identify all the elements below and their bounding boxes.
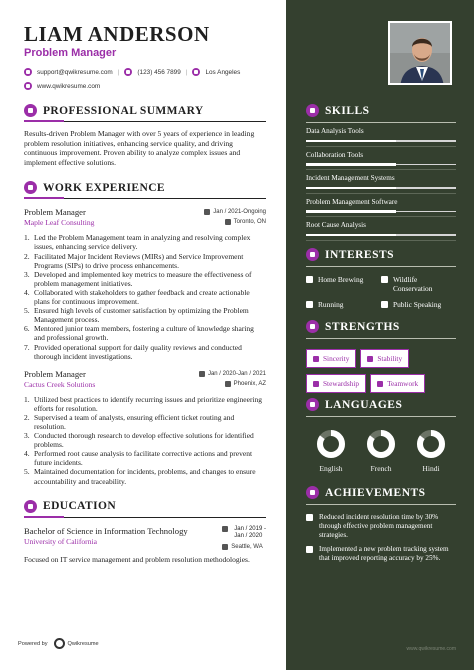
bullet-item: 4. Collaborated with stakeholders to gather feedback and create actionable plans for continuous improvement.	[24, 287, 250, 307]
experience-title: WORK EXPERIENCE	[43, 181, 165, 194]
language-level-ring	[366, 429, 396, 459]
edu-location: Seattle, WA	[231, 543, 263, 550]
skill-item	[306, 147, 456, 171]
company-name: Cactus Creek Solutions	[24, 379, 96, 389]
job-bullets	[24, 233, 266, 360]
strength-tag: Sincerity	[306, 349, 356, 368]
degree-title: Bachelor of Science in Information Technology	[24, 525, 188, 536]
achievement-item: Implemented a new problem tracking system that improved reporting accuracy by 25%.	[306, 545, 456, 563]
globe-icon	[24, 82, 32, 90]
language-level-ring	[316, 429, 346, 459]
bullet-item: 6. Mentored junior team members, fostering a culture of knowledge sharing and professional growth.	[24, 324, 254, 343]
job-title: Problem Manager	[24, 368, 86, 379]
job-date: Jan / 2021-Ongoing	[213, 209, 266, 216]
skill-item	[306, 123, 456, 147]
skill-level-bar	[306, 211, 456, 213]
course-text: Focused on IT service management and problem resolution methodologies.	[24, 554, 250, 564]
languages-icon	[306, 398, 319, 411]
brand-link[interactable]: Qwikresume	[67, 640, 99, 647]
language-name: Hindi	[422, 464, 440, 473]
school-name: University of California	[24, 537, 97, 547]
candidate-name: LIAM ANDERSON	[24, 22, 210, 46]
trophy-icon	[306, 514, 313, 521]
interests-icon	[306, 248, 319, 261]
skills-list	[306, 123, 456, 241]
watermark: www.qwikresume.com	[406, 646, 456, 652]
education-title: EDUCATION	[43, 500, 117, 513]
book-icon	[377, 381, 383, 387]
skills-icon	[306, 104, 319, 117]
languages-heading	[306, 398, 456, 417]
skill-name: Root Cause Analysis	[306, 221, 366, 229]
location-pin-icon	[222, 544, 228, 550]
job-date: Jan / 2020-Jan / 2021	[207, 370, 266, 377]
achievement-item: Reduced incident resolution time by 30% through effective problem management strategies.	[306, 513, 456, 539]
strength-tag: Teamwork	[370, 374, 425, 393]
interest-item: Wildlife Conservation	[381, 275, 456, 293]
language-item	[316, 429, 346, 473]
achievements-icon	[306, 486, 319, 499]
microphone-icon	[381, 301, 388, 308]
language-level-ring	[416, 429, 446, 459]
location-pin-icon	[225, 219, 231, 225]
skills-title: SKILLS	[325, 104, 370, 117]
bullet-item: 3. Conducted thorough research to develop effective solutions for identified problems.	[24, 431, 254, 450]
bullet-item: 3. Developed and implemented key metrics to measure the effectiveness of problem management initiatives.	[24, 269, 252, 288]
interest-item: Running	[306, 300, 381, 309]
skill-level-bar	[306, 234, 456, 236]
edu-date-to: Jan / 2020	[234, 533, 263, 540]
bullet-item: 1. Utilized best practices to identify recurring issues and prioritize engineering efforts for resolution.	[24, 394, 263, 413]
skill-item	[306, 217, 456, 241]
strength-tag: Stability	[360, 349, 409, 368]
book-icon	[367, 356, 373, 362]
skill-name: Problem Management Software	[306, 197, 398, 206]
languages-list	[306, 429, 456, 473]
bullet-item: 7. Provided operational support for daily quality reviews and conducted thorough incident investigations.	[24, 342, 242, 361]
job-entry	[24, 207, 266, 360]
phone-icon	[124, 68, 132, 76]
website-row	[24, 82, 266, 90]
calendar-icon	[199, 371, 205, 377]
skill-name: Collaboration Tools	[306, 150, 364, 159]
paw-icon	[381, 276, 388, 283]
skill-item	[306, 170, 456, 194]
location-text: Los Angeles	[205, 68, 241, 76]
bullet-item: 2. Supervised a team of analysts, ensuring efficient ticket routing and resolution.	[24, 412, 235, 431]
book-icon	[313, 356, 319, 362]
languages-title: LANGUAGES	[325, 398, 403, 411]
skill-level-bar	[306, 164, 456, 166]
phone-text[interactable]: (123) 456 7899	[137, 68, 181, 76]
bullet-item: 5. Ensured high levels of customer satisfaction by optimizing the Problem Management process.	[24, 306, 249, 325]
strengths-heading	[306, 320, 456, 339]
summary-title: PROFESSIONAL SUMMARY	[43, 104, 204, 117]
skill-level-bar	[306, 140, 456, 142]
skill-level-bar	[306, 187, 456, 189]
summary-text: Results-driven Problem Manager with over 5 years of experience in leading problem resolution initiatives, enhancing service quality, and driving continuous improvement. Proven ability to analyze complex issues and implement effective solutions.	[24, 129, 255, 167]
bullet-item: 1. Led the Problem Management team in analyzing and resolving complex issues, enhancing service delivery.	[24, 233, 251, 252]
bullet-item: 5. Maintained documentation for incidents, problems, and changes to ensure accountability and traceability.	[24, 467, 256, 486]
job-bullets	[24, 395, 266, 486]
trophy-icon	[306, 546, 313, 553]
skill-item	[306, 194, 456, 218]
location-icon	[192, 68, 200, 76]
interests-title: INTERESTS	[325, 248, 395, 261]
job-location: Toronto, ON	[233, 219, 266, 226]
website-text[interactable]: www.qwikresume.com	[37, 82, 101, 90]
book-icon	[313, 381, 319, 387]
calendar-icon	[204, 209, 210, 215]
language-item	[366, 429, 396, 473]
qwikresume-logo-icon	[54, 638, 65, 649]
job-entry	[24, 369, 266, 486]
achievements-heading	[306, 486, 456, 505]
strengths-icon	[306, 320, 319, 333]
skills-heading	[306, 104, 456, 123]
email-icon	[24, 68, 32, 76]
location-pin-icon	[225, 381, 231, 387]
skill-name: Incident Management Systems	[306, 174, 395, 182]
calendar-icon	[222, 526, 228, 532]
strengths-title: STRENGTHS	[325, 320, 400, 333]
running-icon	[306, 301, 313, 308]
interests-heading	[306, 248, 456, 267]
main-column: LIAM ANDERSON Problem Manager support@qwikresume.com | (123) 456 7899 | Los Angeles www.qwikresume.com PROFESSIONAL SUMMARY Results-driven Problem Manager with over 5 years of experience in leading problem resolution initiatives, enhancing service quality, and driving continuous improvement. Proven ability to analyze complex issues and implement effective solutions. WORK EXPERIENCE Problem Manager Jan / 2021-Ongoing Maple Leaf Consulting Toronto, ON 1. Led the Problem Management team in analyzing and resolving complex issues, enhancing service delivery. 2. Facilitated Major Incident Reviews (MIRs) and Service Improvement Programs (SIPs) to drive process enhancements. 3. Developed and implemented key metrics to measure the effectiveness of problem management initiatives. 4. Collaborated with stakeholders to gather feedback and create actionable plans for continuous improvement. 5. Ensured high levels of customer satisfaction by optimizing the Problem Management process. 6. Mentored junior team members, fostering a culture of knowledge sharing and professional growth. 7. Provided operational support for daily quality reviews and conducted thorough incident investigations. Problem Manager Jan / 2020-Jan / 2021 Cactus Creek Solutions Phoenix, AZ 1. Utilized best practices to identify recurring issues and prioritize engineering efforts for resolution. 2. Supervised a team of analysts, ensuring efficient ticket routing and resolution. 3. Conducted thorough research to develop effective solutions for identified problems. 4. Performed root cause analysis to facilitate corrective actions and prevent future incidents. 5. Maintained documentation for incidents, problems, and changes to ensure accountability and traceability. EDUCATION Bachelor of Science in Information Technology University of California Jan / 2019 - Jan / 2020 Seattle, WA Focused on IT service management and problem resolution methodologies.	[24, 22, 266, 564]
summary-icon	[24, 104, 37, 117]
strength-tag: Stewardship	[306, 374, 366, 393]
bullet-item: 2. Facilitated Major Incident Reviews (MIRs) and Service Improvement Programs (SIPs) to drive process enhancements.	[24, 251, 244, 270]
graduation-cap-icon	[24, 500, 37, 513]
language-item	[416, 429, 446, 473]
edu-date-from: Jan / 2019	[234, 525, 263, 532]
language-name: French	[370, 464, 392, 473]
footer	[18, 638, 99, 649]
powered-by-label: Powered by	[18, 640, 48, 647]
email-text[interactable]: support@qwikresume.com	[37, 68, 113, 76]
achievements-title: ACHIEVEMENTS	[325, 486, 426, 499]
bullet-item: 4. Performed root cause analysis to facilitate corrective actions and prevent future incidents.	[24, 449, 253, 468]
interest-item: Public Speaking	[381, 300, 456, 309]
language-name: English	[319, 464, 343, 473]
skill-name: Data Analysis Tools	[306, 127, 364, 135]
company-name: Maple Leaf Consulting	[24, 218, 95, 228]
contact-row: support@qwikresume.com | (123) 456 7899 | Los Angeles	[24, 68, 266, 76]
profile-photo	[388, 21, 452, 85]
sidebar	[286, 0, 474, 670]
job-location: Phoenix, AZ	[233, 380, 266, 387]
interest-item: Home Brewing	[306, 275, 381, 293]
beer-icon	[306, 276, 313, 283]
briefcase-icon	[24, 181, 37, 194]
job-title: Problem Manager	[24, 207, 86, 218]
candidate-role: Problem Manager	[24, 47, 117, 59]
